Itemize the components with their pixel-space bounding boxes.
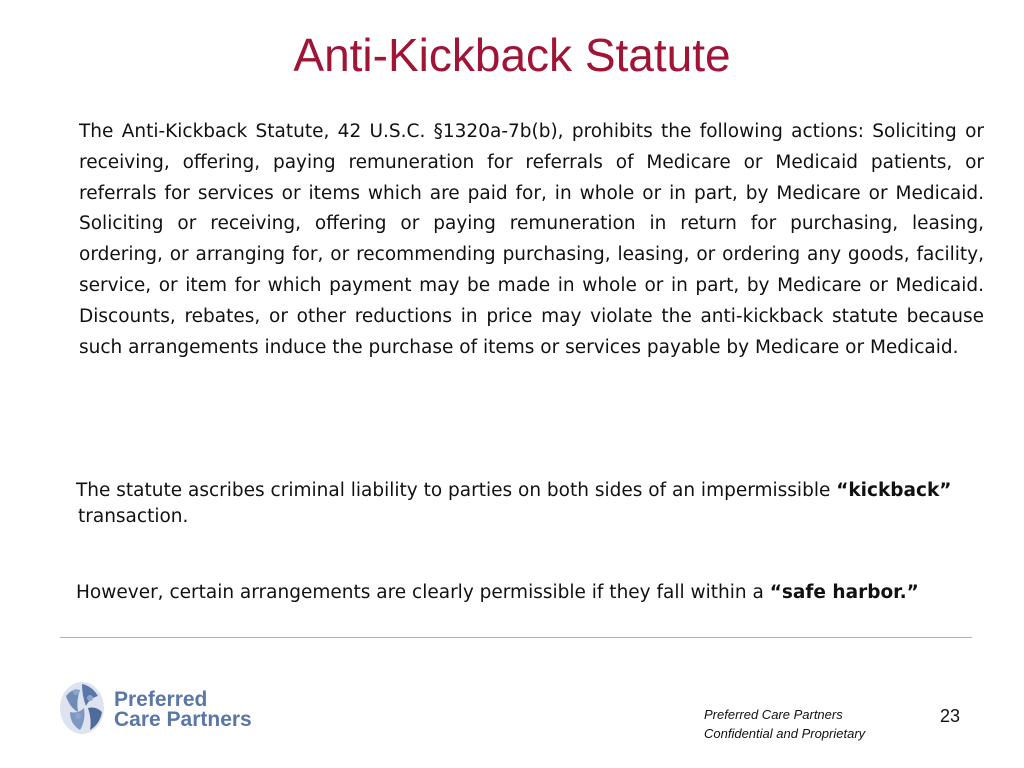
kickback-term: “kickback” [836,480,952,501]
preferred-care-partners-logo [56,678,286,738]
criminal-liability-paragraph [60,478,998,530]
logo-text-line2: Care Partners [114,708,252,731]
logo-emblem-icon [60,682,104,734]
slide-title: Anti-Kickback Statute [293,29,731,81]
safe-harbor-text: However, certain arrangements are clearly permissible if they fall within a [76,582,770,603]
logo-text-line1: Preferred [114,688,208,711]
safe-harbor-paragraph [60,580,998,606]
footer-divider [60,637,972,638]
page-number: 23 [940,706,961,726]
footer-company-name: Preferred Care Partners [704,707,843,722]
criminal-liability-text: The statute ascribes criminal liability to parties on both sides of an impermissible [76,480,837,501]
safe-harbor-term: “safe harbor.” [769,582,919,603]
footer-confidentiality [704,705,865,743]
criminal-liability-text-end: transaction. [78,506,189,527]
statute-description-paragraph: The Anti-Kickback Statute, 42 U.S.C. §1320a-7b(b), prohibits the following actions: Soliciting or receiving, offering, paying remuneration for referrals of Medicare or Medicaid patients, or referrals for services or items which are paid for, in whole or in part, by Medicare or Medicaid. Soliciting or receiving, offering or paying remuneration in return for purchasing, leasing, ordering, or arranging for, or recommending purchasing, leasing, or ordering any goods, facility, service, or item for which payment may be made in whole or in part, by Medicare or Medicaid. Discounts, rebates, or other reductions in price may violate the anti-kickback statute because such arrangements induce the purchase of items or services payable by Medicare or Medicaid. [79,121,984,358]
footer-confidential-label: Confidential and Proprietary [704,726,866,741]
